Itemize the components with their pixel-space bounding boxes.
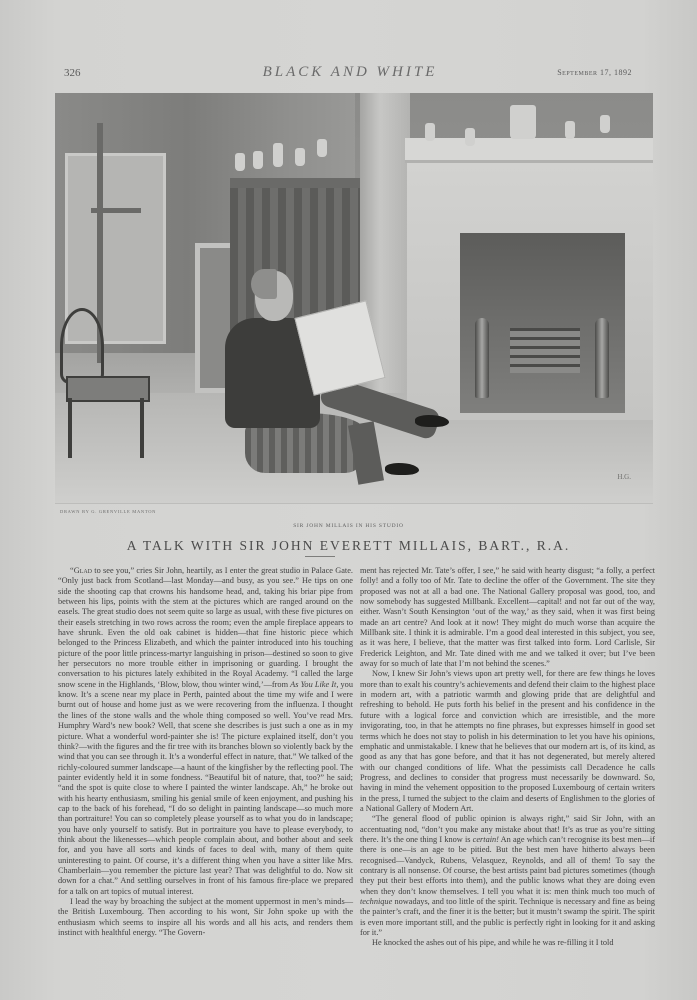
masthead: BLACK AND WHITE — [262, 64, 438, 80]
paragraph: “Glad to see you,” cries Sir John, heartily, as I enter the great studio in Palace Gate. “Only just back from Scotland—last Monday—and busy, as you see.” He tips on one side the shooting cap that crowns his handsome head, and, taking his briar pipe from between his lips, points with the stem at the pictures which are ranged around on the easels. The great studio does not seem quite so large as usual, with these five pictures on their easels stretching in two rows across the room; even the ample fireplace appears to have shrunk. Even the old oak cabinet is hidden—that fine historic piece which belonged to the Princess Elizabeth, and which the painter introduced into his touching picture of the poor little princess-martyr languishing in prison—destined so soon to give her persecutors no more trouble either in imprisoning or guarding. I brought the conversation to his pictures lately exhibited in the Royal Academy. “I called the large snow scene in the Highlands, ‘Blow, blow, thou winter wind,’—from As You Like It, you know. It’s a scene near my place in Perth, painted about the time my wife and I were burnt out of house and home just as we were recovering from the influenza. I thought the lines of the stone walls and the whole thing composed so well. You’ve read Mrs. Humphry Ward’s new book? Well, that scene she describes is just such a one as in my picture. What a wonderful word-painter she is! The picture explained itself, don’t you think?—with the figures and the fir tree with its branches blown so violently back by the wind that you can see through it. It’s a wonderful effect in nature, that.” We talked of the richly-coloured summer landscape—a haunt of the kingfisher by the reflecting pool. The painter evidently held it in some fondness. “Beautiful bit of nature, that, too?” he said; “and the spot is quite close to where I painted the winter landscape. Ah,” he broke out with his hearty enthusiasm, smiling his genial smile of keen enjoyment, and pushing his cap to the back of his forehead, “I do so delight in painting landscape—so much more than portraiture! You can so completely please yourself as to what you do in landscape; you have only yourself to satisfy. But in portraiture you have to please everybody, to think about the likenesses—which people complain about, and bother about and seek for, and you have all sorts and kinds of faces to deal with, many of them quite uninteresting to paint. Of course, it’s a different thing when you have a sitter like Mrs. Chamberlain—you remember the picture last year? That was delightful to do. Now sit down for a chat.” And settling ourselves in front of his famous fire-place we prepared for a talk on art topics of mutual interest. — [58, 566, 353, 896]
article-column-right — [360, 566, 655, 949]
vase-icon — [425, 123, 435, 141]
page-header — [50, 64, 650, 82]
issue-date: September 17, 1892 — [557, 68, 632, 77]
shoe-icon — [385, 463, 419, 475]
shield-back-chair — [60, 308, 150, 458]
chair-back — [60, 308, 104, 384]
easel-crossbar — [91, 208, 141, 213]
artist-signature: H.G. — [617, 473, 631, 481]
chair-seat — [66, 376, 150, 402]
vase-icon — [465, 128, 475, 146]
vase-icon — [273, 143, 283, 167]
fire-grate — [510, 328, 580, 373]
page-number: 326 — [64, 67, 81, 79]
mantelpiece — [405, 138, 653, 163]
man-hair — [251, 269, 277, 299]
vase-icon — [600, 115, 610, 133]
mantel-clock-icon — [510, 105, 536, 139]
article-column-left — [58, 566, 353, 938]
paragraph: “The general flood of public opinion is always right,” said Sir John, with an accentuating nod, “don’t you make any mistake about that! It’s as true as you’re sitting there. It’s the one thing I know is certain! An age which can’t recognise its best men—if there is one—is an age to be pitied. But the best men have hitherto always been recognised—Vandyck, Rubens, Velasquez, Reynolds, and all of them! To say the contrary is all nonsense. Of course, the best artists paint bad pictures sometimes (though they put their best efforts into them), and the public knows what they are doing even when they don’t know themselves. I tell you what it is: men think much too much of technique nowadays, and too little of the spirit. Technique is necessary and fine as being the painter’s craft, and the finer it is the better; but it mustn’t swamp the spirit. The spirit is even more important still, and the public is perfectly right in looking for it and asking for it.” — [360, 814, 655, 938]
article-title: A TALK WITH SIR JOHN EVERETT MILLAIS, BART., R.A. — [126, 538, 571, 553]
vase-icon — [317, 139, 327, 157]
vase-icon — [295, 148, 305, 166]
paragraph: I lead the way by broaching the subject at the moment uppermost in men’s minds—the British Luxembourg. Then according to his wont, Sir John spoke up with the enthusiasm which seems to inspire all his words and all his acts, and renders them instinct with healthful energy. “The Govern- — [58, 897, 353, 938]
paragraph: ment has rejected Mr. Tate’s offer, I see,” he said with hearty disgust; “a folly, a perfect folly! and a folly too of Mr. Tate to decline the offer of the Government. The site they proposed was not at all a bad one. The National Gallery proposal was good, too, and now somebody has suggested Millbank. Excellent—capital! and not far out of the way, either. Wasn’t South Kensington ‘out of the way,’ as they said, when it was first being made an art centre? And look at it now! They might do much worse than acquire the Millbank site. I think it is admirable. I’m a good deal interested in this subject, you see, as it was here, I believe, that the matter was first talked into form. Lord Carlisle, Sir Frederick Leighton, and Mr. Tate dined with me and we talked it over; but I’ve been away for so much of late that I’m not behind the scenes.” — [360, 566, 655, 669]
paragraph: Now, I knew Sir John’s views upon art pretty well, for there are few things he loves more than to exalt his country’s achievements and defend their claim to the highest place in modern art, with a patriotic warmth and glowing pride that are delightful and refreshing to behold. He puts forth his belief in the present and his confidence in the future with a logical force and conviction which are irresistible, and the more invigorating, too, in that he attempts no fine phrases, but expresses himself in good set terms which he does not stay to polish in his determination to let you have his opinions, emphatic and unmistakable. I knew that he believes that our modern art is, of its kind, as good as any that has gone before, and that it has not degenerated, but merely altered with our changed conditions of life. What the pessimists call Decadence he calls Progress, and declines to consider that progress must necessarily be downward. So, having in mind the vehement opposition to the proposed Luxembourg of certain writers in the press, I turned the subject to the claim and deserts of Englishmen to the glories of a National Gallery of Modern Art. — [360, 669, 655, 813]
illustration-millais-studio — [55, 93, 653, 504]
paragraph: He knocked the ashes out of his pipe, and while he was re-filling it I told — [372, 938, 614, 948]
andiron-icon — [475, 318, 489, 398]
vase-icon — [235, 153, 245, 171]
illustration-caption: SIR JOHN MILLAIS IN HIS STUDIO — [293, 523, 404, 529]
vase-icon — [565, 121, 575, 139]
andiron-icon — [595, 318, 609, 398]
drop-lead: “Glad — [70, 566, 93, 575]
shoe-icon — [415, 415, 449, 427]
chair-leg — [68, 398, 72, 458]
illustration-credit: DRAWN BY G. GRENVILLE MANTON — [60, 509, 157, 514]
title-rule — [305, 556, 335, 557]
vase-icon — [253, 151, 263, 169]
chair-leg — [140, 398, 144, 458]
